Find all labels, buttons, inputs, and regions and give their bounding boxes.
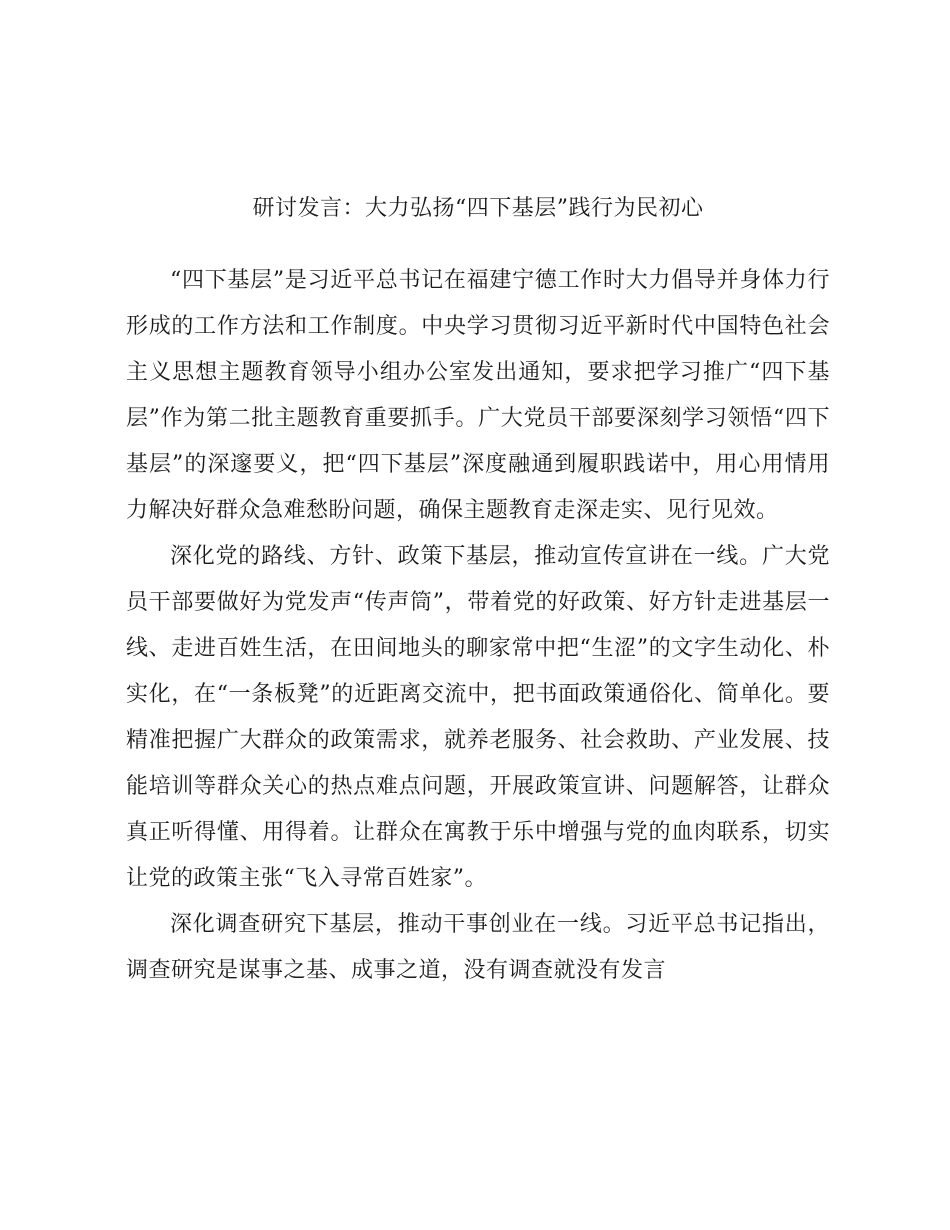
document-body <box>126 258 830 994</box>
paragraph-intro: “四下基层”是习近平总书记在福建宁德工作时大力倡导并身体力行形成的工作方法和工作制度。中央学习贯彻习近平新时代中国特色社会主义思想主题教育领导小组办公室发出通知，要求把学习推广“四下基层”作为第二批主题教育重要抓手。广大党员干部要深刻学习领悟“四下基层”的深邃要义，把“四下基层”深度融通到履职践诺中，用心用情用力解决好群众急难愁盼问题，确保主题教育走深走实、见行见效。 <box>126 268 830 523</box>
paragraph-research: 深化调查研究下基层，推动干事创业在一线。习近平总书记指出，调查研究是谋事之基、成事之道，没有调查就没有发言 <box>126 912 830 983</box>
paragraph-policy: 深化党的路线、方针、政策下基层，推动宣传宣讲在一线。广大党员干部要做好为党发声“传声筒”，带着党的好政策、好方针走进基层一线、走进百姓生活，在田间地头的聊家常中把“生涩”的文字生动化、朴实化，在“一条板凳”的近距离交流中，把书面政策通俗化、简单化。要精准把握广大群众的政策需求，就养老服务、社会救助、产业发展、技能培训等群众关心的热点难点问题，开展政策宣讲、问题解答，让群众真正听得懂、用得着。让群众在寓教于乐中增强与党的血肉联系，切实让党的政策主张“飞入寻常百姓家”。 <box>126 544 830 891</box>
document-title: 研讨发言：大力弘扬“四下基层”践行为民初心 <box>252 196 704 221</box>
